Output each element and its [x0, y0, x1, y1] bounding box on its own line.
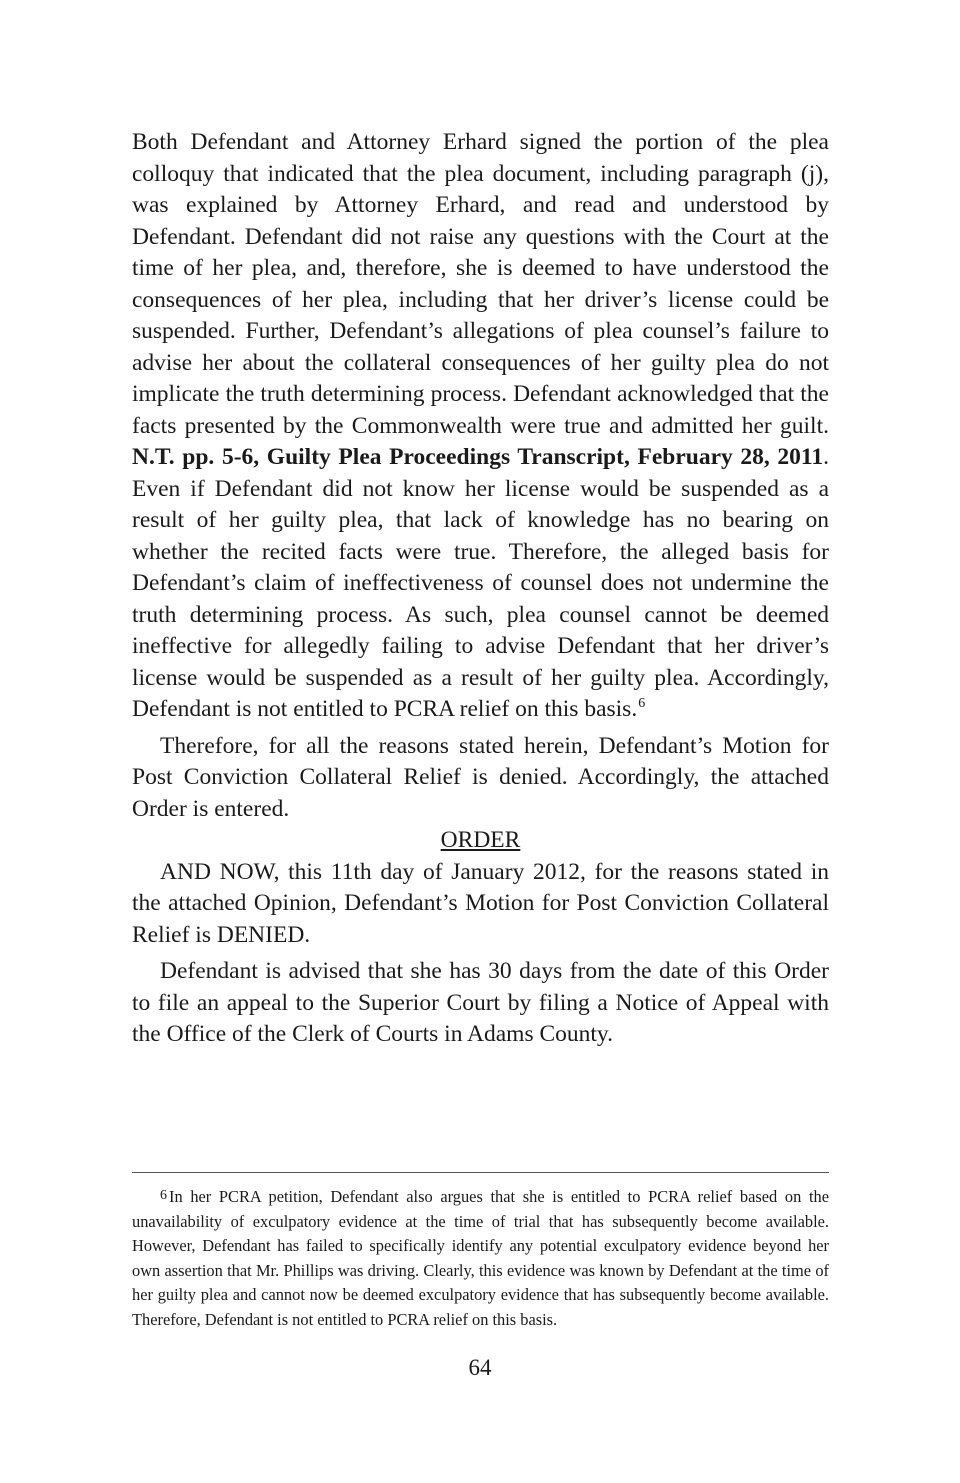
footnote-text: In her PCRA petition, Defendant also argues that she is entitled to PCRA relief based on the unavailability of exculpatory evidence at the time of trial that has subsequently become available. However, Defendant has failed to specifically identify any potential exculpatory evidence beyond her own assertion that Mr. Phillips was driving. Clearly, this evidence was known by Defendant at the time of her guilty plea and cannot now be deemed exculpatory evidence that has subsequently become available. Therefore, Defendant is not entitled to PCRA relief on this basis. — [132, 1187, 829, 1329]
opinion-body — [132, 127, 829, 1051]
paragraph-text: Both Defendant and Attorney Erhard signed the portion of the plea colloquy that indicated that the plea document, including paragraph (j), was explained by Attorney Erhard, and read and understood by Defendant. Defendant did not raise any questions with the Court at the time of her plea, and, therefore, she is deemed to have understood the consequences of her plea, including that her driver’s license could be suspended. Further, Defendant’s allegations of plea counsel’s failure to advise her about the collateral consequences of her guilty plea do not implicate the truth determining process. Defendant acknowledged that the facts presented by the Commonwealth were true and admitted her guilt. — [132, 129, 829, 439]
footnote-section — [132, 1172, 829, 1333]
paragraph-order: AND NOW, this 11th day of January 2012, for the reasons stated in the attached Opinion, Defendant’s Motion for Post Conviction Collateral Relief is DENIED. — [132, 858, 829, 948]
paragraph-appeal-notice: Defendant is advised that she has 30 days from the date of this Order to file an appeal to the Superior Court by filing a Notice of Appeal with the Office of the Clerk of Courts in Adams County. — [132, 958, 829, 1047]
paragraph-plea-colloquy — [132, 127, 829, 726]
paragraph-conclusion: Therefore, for all the reasons stated herein, Defendant’s Motion for Post Conviction Collateral Relief is denied. Accordingly, the attached Order is entered. — [132, 732, 829, 822]
order-heading: ORDER — [440, 827, 521, 853]
footnote-number: 6 — [160, 1188, 167, 1203]
footnote — [132, 1185, 829, 1333]
page-number: 64 — [468, 1355, 492, 1380]
paragraph-text: . Even if Defendant did not know her license would be suspended as a result of her guilty plea, that lack of knowledge has no bearing on whether the recited facts were true. Therefore, the alleged basis for Defendant’s claim of ineffectiveness of counsel does not undermine the truth determining process. As such, plea counsel cannot be deemed ineffective for allegedly failing to advise Defendant that her driver’s license would be suspended as a result of her guilty plea. Accordingly, Defendant is not entitled to PCRA relief on this basis. — [132, 444, 829, 722]
footnote-reference[interactable]: 6 — [638, 696, 646, 711]
transcript-citation: N.T. pp. 5-6, Guilty Plea Proceedings Transcript, February 28, 2011 — [132, 444, 824, 470]
